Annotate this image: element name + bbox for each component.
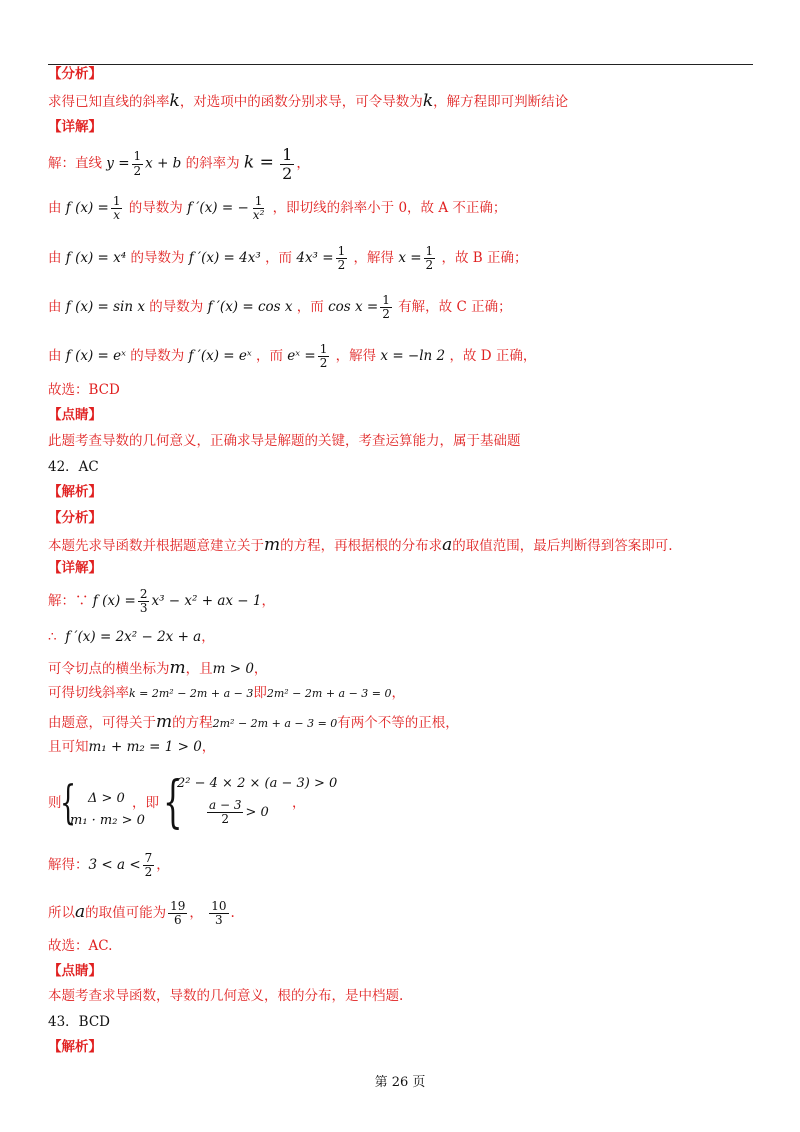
section-heading-solution: 【解析】 [48, 484, 102, 500]
system-label-ie: ，即 [132, 795, 159, 811]
section-heading-solution-2: 【解析】 [48, 1039, 102, 1055]
detail-line-slope: 解：直线 y = $\frac{1}{2}$ x + b 的斜率为 k = $\frac{1}{2}$ ， [48, 145, 310, 183]
section-heading-analysis-2: 【分析】 [48, 510, 102, 526]
system2-row2: $\frac{a - 3}{2}$ > 0 [209, 798, 269, 827]
section-heading-detail: 【详解】 [48, 119, 102, 135]
solution-step-function: 解：∵ f (x) = $\frac{2}{3}$ x³ − x² + ax − 1， [48, 587, 275, 616]
answer-ac: 故选：AC. [48, 938, 113, 954]
section-heading-comment: 【点睛】 [48, 407, 102, 423]
section-heading-analysis: 【分析】 [48, 66, 102, 82]
system1-row1: Δ > 0 [88, 791, 125, 806]
analysis-text: 求得已知直线的斜率k，对选项中的函数分别求导，可令导数为k，解方程即可判断结论 [48, 91, 569, 111]
solution-step-range: 解得：3 < a < $\frac{7}{2}$ ， [48, 851, 170, 880]
solution-step-slope: 可得切线斜率k = 2m² − 2m + a − 3即2m² − 2m + a − 3 = 0， [48, 685, 406, 701]
system2-row1: 2² − 4 × 2 × (a − 3) > 0 [177, 776, 338, 791]
solution-step-values: 所以a的取值可能为 $\frac{19}{6}$ ， $\frac{10}{3}$ . [48, 899, 235, 928]
detail-line-option-b: 由 f (x) = x⁴ 的导数为 f ′(x) = 4x³ ，而 4x³ = $\frac{1}{2}$ ，解得 x = $\frac{1}{2}$ ，故 B 正确； [48, 244, 528, 273]
left-brace-1: { [60, 775, 77, 829]
page-number: 第 26 页 [374, 1075, 426, 1090]
solution-step-derivative: ∴ f ′(x) = 2x² − 2x + a， [48, 629, 215, 645]
comment-text: 此题考查导数的几何意义，正确求导是解题的关键，考查运算能力，属于基础题 [48, 433, 521, 449]
system-end-comma: ， [292, 795, 306, 811]
question-43-header: 43．BCD [48, 1014, 111, 1030]
system1-row2: m₁ · m₂ > 0 [70, 813, 145, 828]
left-brace-2: { [163, 770, 183, 835]
detail-line-option-d: 由 f (x) = eˣ 的导数为 f ′(x) = eˣ ，而 eˣ = $\frac{1}{2}$ ，解得 x = −ln 2 ，故 D 正确， [48, 342, 537, 371]
answer-bcd: 故选：BCD [48, 382, 120, 398]
solution-step-tangent-x: 可令切点的横坐标为m，且m > 0， [48, 658, 268, 678]
system-label-then: 则 [48, 795, 62, 811]
question-42-header: 42．AC [48, 459, 99, 475]
section-heading-comment-2: 【点睛】 [48, 963, 102, 979]
header-rule [48, 64, 753, 65]
detail-line-option-a: 由 f (x) = $\frac{1}{x}$ 的导数为 f ′(x) = − $\frac{1}{\text{x²}}$ ，即切线的斜率小于 0，故 A 不正确； [48, 194, 507, 223]
comment-text-2: 本题考查求导函数，导数的几何意义，根的分布，是中档题. [48, 988, 404, 1004]
section-heading-detail-2: 【详解】 [48, 560, 102, 576]
solution-step-sum: 且可知m₁ + m₂ = 1 > 0， [48, 739, 216, 755]
detail-line-option-c: 由 f (x) = sin x 的导数为 f ′(x) = cos x ，而 cos x = $\frac{1}{2}$ 有解，故 C 正确； [48, 293, 512, 322]
solution-step-equation: 由题意，可得关于m的方程2m² − 2m + a − 3 = 0有两个不等的正根， [48, 712, 459, 732]
analysis-text-2: 本题先求导函数并根据题意建立关于m的方程，再根据根的分布求a的取值范围，最后判断得到答案即可. [48, 535, 673, 555]
